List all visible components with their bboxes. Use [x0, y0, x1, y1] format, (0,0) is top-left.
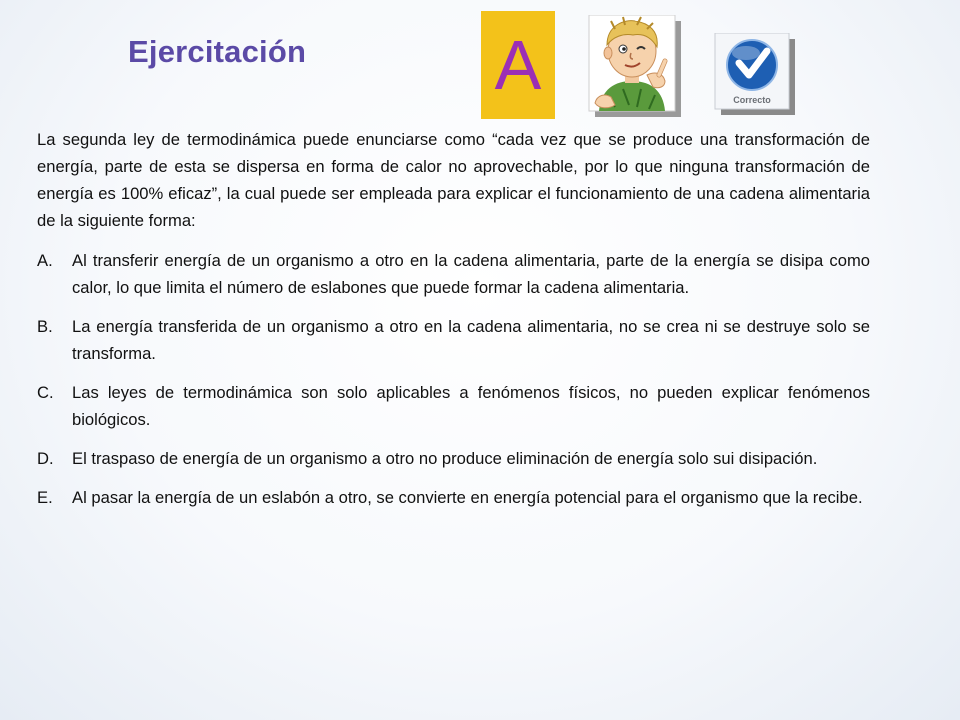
answer-options-list: [37, 247, 870, 523]
option-d[interactable]: [37, 445, 870, 472]
option-letter: A.: [37, 251, 53, 270]
option-c[interactable]: [37, 379, 870, 433]
answer-letter: A: [494, 26, 542, 104]
option-text: Al pasar la energía de un eslabón a otro, se convierte en energía potencial para el organismo que la recibe.: [72, 488, 863, 507]
page-title: Ejercitación: [128, 34, 307, 69]
option-text: La energía transferida de un organismo a otro en la cadena alimentaria, no se crea ni se destruye solo se transforma.: [72, 317, 870, 363]
option-b[interactable]: [37, 313, 870, 367]
option-letter: E.: [37, 488, 53, 507]
thinking-boy-icon: [585, 15, 683, 119]
correct-checkmark-icon: [713, 33, 795, 115]
answer-letter-box: [481, 11, 555, 119]
option-text: Las leyes de termodinámica son solo aplicables a fenómenos físicos, no pueden explicar fenómenos biológicos.: [72, 383, 870, 429]
option-text: Al transferir energía de un organismo a otro en la cadena alimentaria, parte de la energía se disipa como calor, lo que limita el número de eslabones que puede formar la cadena alimentaria.: [72, 251, 870, 297]
option-a[interactable]: [37, 247, 870, 301]
option-text: El traspaso de energía de un organismo a otro no produce eliminación de energía solo sui disipación.: [72, 449, 818, 468]
option-e[interactable]: [37, 484, 870, 511]
question-intro: La segunda ley de termodinámica puede enunciarse como “cada vez que se produce una transformación de energía, parte de esta se dispersa en forma de calor no aprovechable, por lo que ninguna transformación de energía es 100% eficaz”, la cual puede ser empleada para explicar el funcionamiento de una cadena alimentaria de la siguiente forma:: [37, 130, 870, 230]
option-letter: C.: [37, 383, 54, 402]
option-letter: D.: [37, 449, 54, 468]
badge-label: Correcto: [733, 95, 771, 105]
option-letter: B.: [37, 317, 53, 336]
